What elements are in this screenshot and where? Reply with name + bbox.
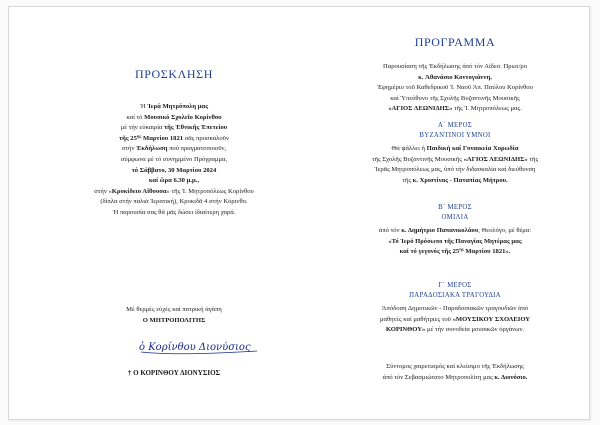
text: στήν xyxy=(121,145,137,153)
handwritten-signature xyxy=(137,337,267,357)
text: σᾶς προσκαλοῦν xyxy=(183,134,229,142)
section-a-subheading: ΒΥΖΑΝΤΙΝΟΙ ΥΜΝΟΙ xyxy=(419,131,491,139)
signatory-block xyxy=(59,368,289,379)
wishes-text: Μέ θερμές εὐχές καί πατρική ἀγάπη xyxy=(126,306,222,313)
text: » τῆς Ἱ. Μητροπόλεως Κορίνθου xyxy=(166,187,254,195)
text: ἀπό τόν xyxy=(378,227,402,234)
text: Θά ψάλλει ἡ xyxy=(391,145,427,152)
text: ἀπό τόν Σεβασμιώτατο Μητροπολίτη μας xyxy=(382,373,495,381)
venue-directions: (δίπλα στήν παλιά Ἱερατική), Κροκιδᾶ 4 στήν Κόρινθο. xyxy=(100,198,248,206)
invitation-sheet xyxy=(8,6,590,420)
choir-name: Παιδική καί Γυναικεία Χορωδία xyxy=(426,145,519,152)
program-line: Ἱερᾶς Μητροπόλεως μας, ὑπό τήν διδασκαλία καί διεύθυνση xyxy=(374,166,536,174)
text: στήν « xyxy=(94,187,112,195)
speech-topic xyxy=(339,247,571,258)
program-line xyxy=(339,144,571,155)
text: καί τό γεγονός τῆς 25 xyxy=(399,248,460,256)
signatory-name: † Ο ΚΟΡΙΝΘΟΥ ΔΙΟΝΥΣΙΟΣ xyxy=(127,369,221,377)
invitation-line xyxy=(59,134,289,145)
text: μέ τήν συνοδεία μουσικῶν ὀργάνων. xyxy=(425,326,525,334)
section-a-heading: Α΄ ΜΕΡΟΣ xyxy=(437,122,473,129)
text: μαθητές καί μαθήτριες τοῦ xyxy=(379,315,453,323)
program-intro xyxy=(339,62,571,115)
invitation-title: ΠΡΟΣΚΛΗΣΗ xyxy=(134,67,214,81)
text: , Θεολόγο, μέ θέμα: xyxy=(478,227,532,234)
date-text: τῆς 25 xyxy=(119,134,137,142)
school-name: «ΜΟΥΣΙΚΟΥ ΣΧΟΛΕΙΟΥ xyxy=(452,315,531,323)
closing-block xyxy=(339,362,571,383)
invitation-closing: Ἡ παρουσία σας θά μᾶς δώσει ἰδιαίτερη χαρά. xyxy=(112,208,236,216)
school-name: «ΑΓΙΟΣ ΛΕΩΝΙΔΗΣ» xyxy=(388,105,453,113)
program-line xyxy=(339,176,571,187)
invitation-line xyxy=(59,144,289,155)
venue-name: Κροκίδειο Αἴθουσα xyxy=(111,187,167,195)
metropolitan-name: κ. Διονύσιο. xyxy=(494,373,528,381)
ordinal-sup: ης xyxy=(136,133,142,139)
section-b-subheading: ΟΜΙΛΙΑ xyxy=(441,213,469,221)
invitation-body xyxy=(59,102,289,219)
text: τῆς Ἱ. Μητροπόλεως μας. xyxy=(452,105,522,113)
event-date: τό Σάββατο, 30 Μαρτίου 2024 xyxy=(131,166,217,174)
section-b xyxy=(339,203,571,258)
invitation-line xyxy=(59,102,289,113)
text: πού πραγματοποιοῦν, xyxy=(167,145,227,153)
school-name: «ΑΓΙΟΣ ΛΕΩΝΙΔΗΣ» xyxy=(463,155,528,163)
text: καί τό xyxy=(126,113,145,121)
speech-topic: «Τό Ἱερό Πρόσωπο τῆς Παναγίας Μητέρας μας xyxy=(388,237,522,245)
music-school-name: Μουσικό Σχολεῖο Κορίνθου xyxy=(144,113,222,121)
section-c-heading: Γ΄ ΜΕΡΟΣ xyxy=(438,282,472,289)
school-name: ΚΟΡΙΝΘΟΥ» xyxy=(385,326,426,334)
program-title: ΠΡΟΓΡΑΜΜΑ xyxy=(414,35,496,49)
metropolitan-title: Ο ΜΗΤΡΟΠΟΛΙΤΗΣ xyxy=(142,316,206,324)
text: Ἡ xyxy=(139,103,148,110)
speaker-name: κ. Δημήτριο Παπανικολάου xyxy=(401,227,479,234)
event-time: καί ὥρα 6.30 μ.μ., xyxy=(148,177,200,185)
program-line: καί Ὑπεύθυνο τῆς Σχολῆς Βυζαντινῆς Μουσικῆς xyxy=(390,94,520,102)
text: τῆς xyxy=(402,176,413,184)
program-line: Ἐφημέριο τοῦ Καθεδρικοῦ Ἱ. Ναοῦ Ἀπ. Παύλου Κορίνθου xyxy=(377,84,533,92)
program-line xyxy=(339,155,571,166)
program-line: Παρουσίαση τῆς Ἐκδήλωσης ἀπό τόν Αἰδεσ. Πρωτ/ρο xyxy=(383,63,527,70)
closing-line xyxy=(339,373,571,384)
invitation-line xyxy=(59,187,289,198)
invitation-line xyxy=(59,113,289,124)
metropolis-name: Ἱερά Μητρόπολη μας xyxy=(147,103,209,110)
section-c xyxy=(339,281,571,336)
program-line xyxy=(339,325,571,336)
date-text: Μαρτίου 1821 xyxy=(141,134,184,142)
program-line: Ἀπόδοση Δημοτικῶν - Παραδοσιακῶν τραγουδιῶν ἀπό xyxy=(381,305,529,312)
signature-block xyxy=(59,305,289,326)
presenter-name: κ. Ἀθανάσιο Κοντογιάννη, xyxy=(418,73,492,81)
program-line xyxy=(339,226,571,237)
text: μέ τήν εὐκαιρία xyxy=(120,124,165,132)
conductor-name: κ. Χριστίνας - Παταπίας Μήτρου. xyxy=(412,176,508,184)
section-b-heading: Β΄ ΜΕΡΟΣ xyxy=(438,204,472,211)
closing-line: Σύντομος χαιρετισμός καί κλείσιμο τῆς Ἐκδήλωσης xyxy=(386,363,524,370)
text: τῆς Σχολῆς Βυζαντινῆς Μουσικῆς xyxy=(371,155,464,163)
signature-text: ὁ Κορίνθου Διονύσιος xyxy=(139,342,251,353)
invitation-line xyxy=(59,123,289,134)
ordinal-sup: ης xyxy=(459,246,464,252)
anniversary-text: τῆς Ἐθνικῆς Ἐπετείου xyxy=(164,124,228,132)
section-a xyxy=(339,121,571,186)
text: Μαρτίου 1821». xyxy=(463,248,511,256)
event-word: Ἐκδήλωση xyxy=(136,145,168,153)
program-line xyxy=(339,315,571,326)
program-line xyxy=(339,104,571,115)
text: τῆς xyxy=(527,155,539,163)
section-c-subheading: ΠΑΡΑΔΟΣΙΑΚΑ ΤΡΑΓΟΥΔΙΑ xyxy=(409,291,501,299)
invitation-line: σύμφωνα μέ τό συνημμένο Πρόγραμμα, xyxy=(120,155,228,163)
